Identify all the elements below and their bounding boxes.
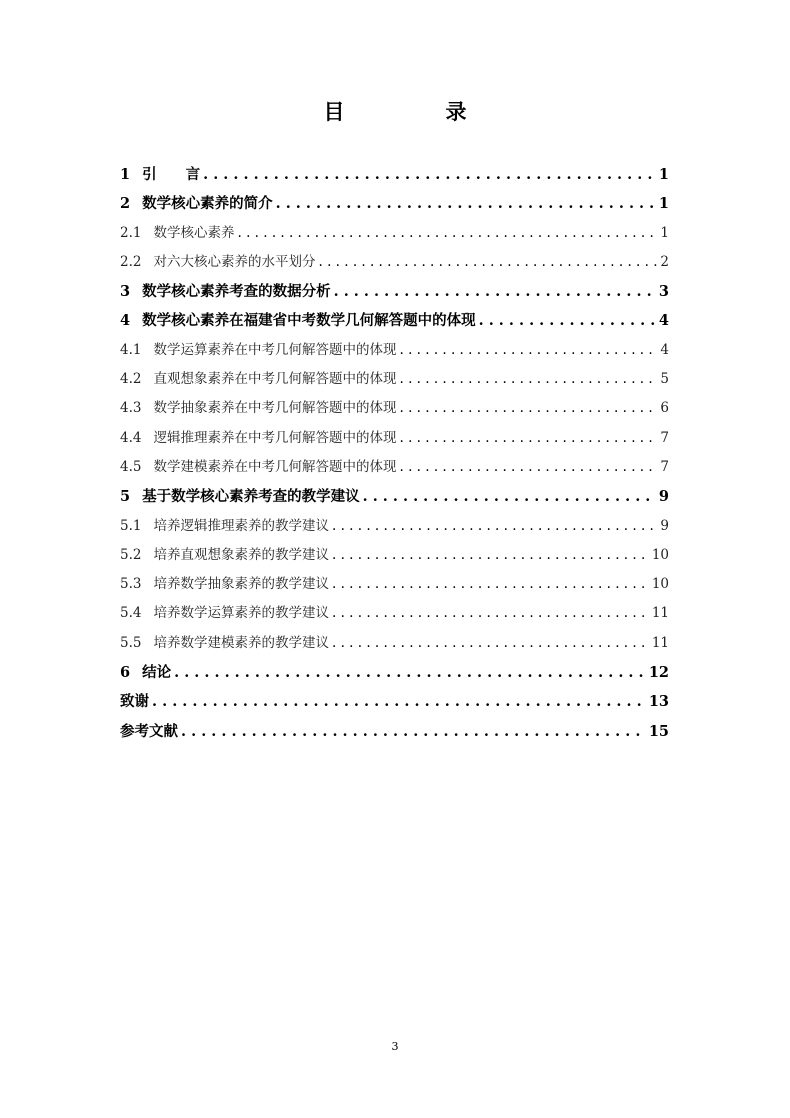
toc-entry[interactable]: [120, 424, 669, 453]
toc-entry-number: 5.2: [120, 546, 142, 563]
toc-entry-title: 引 言: [142, 166, 201, 183]
toc-entry[interactable]: [120, 599, 669, 628]
toc-entry-number: 4.1: [120, 341, 142, 358]
toc-entry-number: 2.1: [120, 224, 142, 241]
toc-entry-number: 5.3: [120, 576, 142, 593]
toc-entry-page: 11: [651, 634, 669, 651]
toc-entry-number: 4.4: [120, 429, 142, 446]
toc-entry-page: 1: [658, 195, 669, 213]
dot-leader: [399, 365, 657, 394]
toc-entry-number: 3: [120, 283, 131, 301]
toc-entry[interactable]: [120, 629, 669, 658]
toc-entry[interactable]: [120, 248, 669, 277]
toc-entry-title: 培养数学抽象素养的教学建议: [153, 576, 329, 593]
toc-entry-page: 9: [658, 488, 669, 506]
dot-leader: [318, 248, 657, 277]
toc-entry-page: 10: [651, 576, 669, 593]
toc-entry-number: 4.2: [120, 371, 142, 388]
toc-entry[interactable]: [120, 687, 669, 716]
toc-entry-title: 数学核心素养考查的数据分析: [142, 283, 331, 301]
toc-entry[interactable]: [120, 160, 669, 189]
toc-entry[interactable]: [120, 336, 669, 365]
dot-leader: [363, 482, 656, 511]
toc-entry-page: 5: [660, 371, 669, 388]
toc-entry-number: 4.3: [120, 400, 142, 417]
toc-entry-title: 数学核心素养在福建省中考数学几何解答题中的体现: [142, 312, 476, 330]
toc-entry[interactable]: [120, 306, 669, 335]
toc-entry[interactable]: [120, 394, 669, 423]
toc-entry[interactable]: [120, 365, 669, 394]
toc-entry-title: 培养数学运算素养的教学建议: [153, 605, 329, 622]
dot-leader: [479, 306, 656, 335]
toc-entry-number: 5.4: [120, 605, 142, 622]
toc-entry-number: 4.5: [120, 458, 142, 475]
toc-entry-number: 6: [120, 664, 131, 682]
toc-entry-number: 4: [120, 312, 131, 330]
toc-entry-title: 培养直观想象素养的教学建议: [153, 546, 329, 563]
toc-entry[interactable]: [120, 512, 669, 541]
dot-leader: [399, 336, 657, 365]
toc-entry[interactable]: [120, 219, 669, 248]
toc-entry-page: 1: [660, 224, 669, 241]
dot-leader: [399, 453, 657, 482]
toc-entry-title: 数学核心素养: [153, 224, 235, 241]
toc-entry-title: 对六大核心素养的水平划分: [153, 253, 316, 270]
toc-entry-page: 7: [660, 458, 669, 475]
toc-entry-title: 数学建模素养在中考几何解答题中的体现: [153, 458, 397, 475]
toc-entry-page: 9: [660, 517, 669, 534]
dot-leader: [181, 717, 646, 746]
toc-entry-title: 直观想象素养在中考几何解答题中的体现: [153, 371, 397, 388]
toc-entry-page: 4: [658, 312, 669, 330]
toc-entry-title: 参考文献: [120, 722, 178, 740]
page-title: 目 录: [323, 99, 507, 124]
toc-entry[interactable]: [120, 541, 669, 570]
dot-leader: [332, 512, 657, 541]
dot-leader: [237, 219, 657, 248]
toc-entry-title: 数学抽象素养在中考几何解答题中的体现: [153, 400, 397, 417]
toc-entry-title: 数学核心素养的简介: [142, 195, 273, 213]
toc-entry-title: 培养逻辑推理素养的教学建议: [153, 517, 329, 534]
toc-entry-title: 致谢: [120, 693, 149, 711]
toc-entry-number: 5.1: [120, 517, 142, 534]
toc-entry-page: 7: [660, 429, 669, 446]
dot-leader: [399, 394, 657, 423]
dot-leader: [399, 424, 657, 453]
toc-entry[interactable]: [120, 717, 669, 746]
page-number: 3: [391, 1040, 399, 1053]
toc-entry-title: 结论: [142, 664, 172, 682]
toc-entry[interactable]: [120, 453, 669, 482]
dot-leader: [152, 687, 646, 716]
toc-entry-page: 1: [658, 166, 669, 183]
dot-leader: [332, 599, 649, 628]
dot-leader: [203, 160, 656, 189]
dot-leader: [332, 541, 649, 570]
toc-entry-title: 数学运算素养在中考几何解答题中的体现: [153, 341, 397, 358]
dot-leader: [332, 629, 649, 658]
toc-entry-page: 13: [648, 693, 669, 711]
dot-leader: [332, 570, 649, 599]
toc-entry-page: 4: [660, 341, 669, 358]
toc-entry-number: 2.2: [120, 253, 142, 270]
toc-entry-number: 1: [120, 166, 131, 183]
toc-entry-page: 3: [658, 283, 669, 301]
toc-entry-number: 5.5: [120, 634, 142, 651]
toc-entry[interactable]: [120, 482, 669, 511]
toc-entry[interactable]: [120, 658, 669, 687]
toc-entry-page: 11: [651, 605, 669, 622]
toc-entry-title: 逻辑推理素养在中考几何解答题中的体现: [153, 429, 397, 446]
dot-leader: [334, 277, 656, 306]
toc-entry-page: 6: [660, 400, 669, 417]
dot-leader: [276, 189, 656, 218]
toc-entry[interactable]: [120, 277, 669, 306]
toc-entry-number: 5: [120, 488, 131, 506]
toc-entry-page: 12: [648, 664, 669, 682]
toc-entry-page: 15: [648, 722, 669, 740]
dot-leader: [174, 658, 646, 687]
toc-entry-number: 2: [120, 195, 131, 213]
toc-entry-page: 10: [651, 546, 669, 563]
toc-entry-title: 基于数学核心素养考查的教学建议: [142, 488, 360, 506]
toc-entry-title: 培养数学建模素养的教学建议: [153, 634, 329, 651]
table-of-contents: [120, 160, 669, 746]
toc-entry[interactable]: [120, 570, 669, 599]
toc-entry[interactable]: [120, 189, 669, 218]
toc-entry-page: 2: [660, 253, 669, 270]
